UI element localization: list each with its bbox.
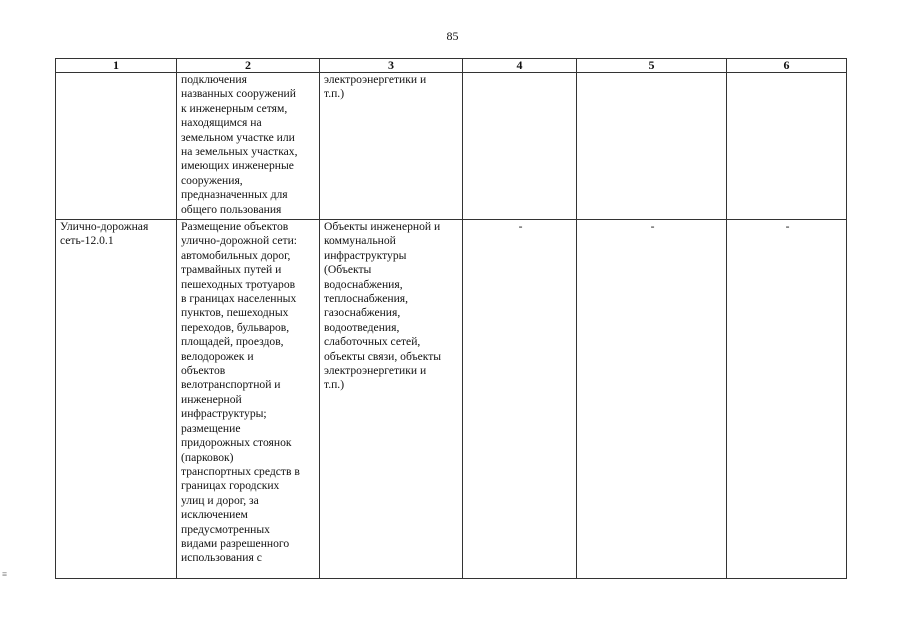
table-row-street-network xyxy=(56,220,847,579)
cell-description: подключения названных сооружений к инженерным сетям, находящимся на земельном участке или на земельных участках, имеющих инженерные сооружения, предназначенных для общего пользования xyxy=(177,73,320,220)
land-use-table xyxy=(55,58,847,579)
table-row-continuation xyxy=(56,73,847,220)
column-header-2: 2 xyxy=(177,59,320,73)
column-header-1: 1 xyxy=(56,59,177,73)
cell-col4: - xyxy=(463,220,577,579)
cell-description: Размещение объектов улично-дорожной сети: автомобильных дорог, трамвайных путей и пешеходных тротуаров в границах населенных пунктов, пешеходных переходов, бульваров, площадей, проездов, велодорожек и объектов велотранспортной и инженерной инфраструктуры; размещение придорожных стоянок (парковок) транспортных средств в границах городских улиц и дорог, за исключением предусмотренных видами разрешенного использования с xyxy=(177,220,320,579)
cell-col6: - xyxy=(727,220,847,579)
column-header-6: 6 xyxy=(727,59,847,73)
cell-col4 xyxy=(463,73,577,220)
cell-col5: - xyxy=(577,220,727,579)
margin-mark: ≡ xyxy=(2,569,8,579)
cell-land-use-type xyxy=(56,73,177,220)
cell-col5 xyxy=(577,73,727,220)
cell-col6 xyxy=(727,73,847,220)
column-header-4: 4 xyxy=(463,59,577,73)
cell-auxiliary-uses: Объекты инженерной и коммунальной инфраструктуры (Объекты водоснабжения, теплоснабжения, газоснабжения, водоотведения, слаботочных сетей, объекты связи, объекты электроэнергетики и т.п.) xyxy=(320,220,463,579)
column-header-5: 5 xyxy=(577,59,727,73)
cell-auxiliary-uses: электроэнергетики и т.п.) xyxy=(320,73,463,220)
column-header-3: 3 xyxy=(320,59,463,73)
cell-land-use-type: Улично-дорожная сеть-12.0.1 xyxy=(56,220,177,579)
page-number: 85 xyxy=(446,29,459,43)
table-header-row xyxy=(56,59,847,73)
